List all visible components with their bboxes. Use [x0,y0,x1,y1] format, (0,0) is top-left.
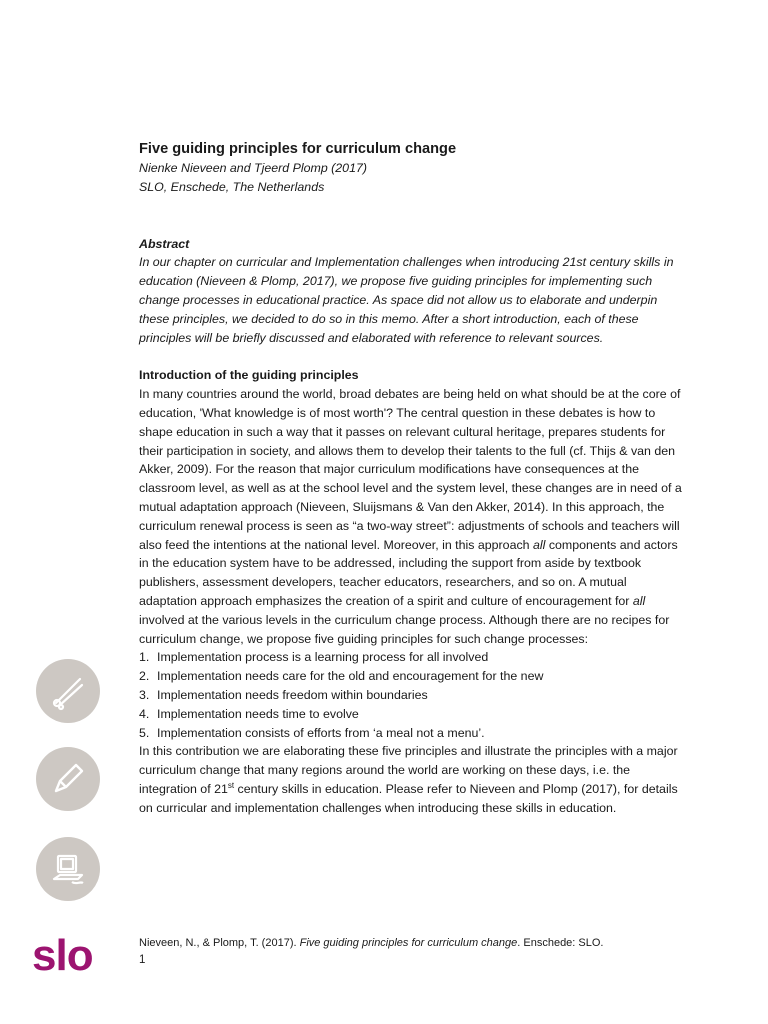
document-title: Five guiding principles for curriculum change [139,141,457,157]
list-text: Implementation consists of efforts from ‘a meal not a menu’. [157,725,485,740]
reference-text: . Enschede: SLO. [517,937,604,949]
intro-paragraph [139,385,684,648]
principles-list [139,648,684,742]
computer-icon [36,837,100,901]
document-body [139,139,684,818]
list-item [139,705,684,724]
list-item [139,724,684,743]
closing-text-part: In this contribution we are elaborating these five principles and illustrate the principles with a major curriculum change that many regions around the world are working on these days, i.e. the integration of 21 [139,744,678,796]
reference-title: Five guiding principles for curriculum change [299,937,518,949]
emphasis-all: all [533,537,546,552]
list-text: Implementation needs freedom within boundaries [157,687,428,702]
list-item [139,648,684,667]
list-number: 2. [139,669,150,684]
pencil-icon [36,747,100,811]
superscript: st [227,780,235,790]
section-heading: Introduction of the guiding principles [139,368,359,383]
page-number: 1 [139,954,146,966]
list-number: 5. [139,725,150,740]
list-text: Implementation needs time to evolve [157,706,359,721]
abstract-heading: Abstract [139,236,190,251]
list-text: Implementation needs care for the old and encouragement for the new [157,669,544,684]
slo-logo: slo [32,931,93,980]
intro-text-part: In many countries around the world, broad debates are being held on what should be at the core of education, 'What knowledge is of most worth'? The central question in these debates is how to shape education in such a way that it passes on relevant cultural heritage, prepares students for their participation in society, and allows them to develop their talents to the full (cf. Thijs & van den Akker, 2009). For the reason that major curriculum modifications have consequences at the classroom level, as well as at the school level and the system level, these changes are in need of a mutual adaptation approach (Nieveen, Sluijsmans & Van den Akker, 2014). In this approach, the curriculum renewal process is seen as “a two-way street”: adjustments of schools and teachers will also feed the intentions at the national level. Moreover, in this approach [139,387,682,552]
affiliation: SLO, Enschede, The Netherlands [139,179,325,194]
list-number: 4. [139,706,150,721]
abstract-text: In our chapter on curricular and Implementation challenges when introducing 21st century skills in education (Nieveen & Plomp, 2017), we propose five guiding principles for implementing such change processes in educational practice. As space did not allow us to elaborate and underpin these principles, we decided to do so in this memo. After a short introduction, each of these principles will be briefly discussed and elaborated with reference to relevant sources. [139,255,674,345]
list-number: 3. [139,687,150,702]
footer-reference [139,935,699,952]
list-item [139,667,684,686]
closing-text-part: century skills in education. Please refer to Nieveen and Plomp (2017), for details on curricular and implementation challenges when introducing these skills in education. [139,781,678,815]
emphasis-all: all [632,593,646,608]
reference-text: Nieveen, N., & Plomp, T. (2017). [139,937,300,949]
list-number: 1. [139,650,150,665]
list-text: Implementation process is a learning process for all involved [157,650,489,665]
intro-text-part: components and actors in the education system have to be addressed, including the support from aside by textbook publishers, assessment developers, teacher educators, researchers, and so on. A mutual adaptation approach emphasizes the creation of a spirit and culture of encouragement for [139,537,678,608]
list-item [139,686,684,705]
scissors-icon [36,659,100,723]
intro-text-part: involved at the various levels in the curriculum change process. Although there are no recipes for curriculum change, we propose five guiding principles for such change processes: [139,612,670,646]
closing-paragraph [139,742,684,817]
authors: Nienke Nieveen and Tjeerd Plomp (2017) [139,161,367,175]
